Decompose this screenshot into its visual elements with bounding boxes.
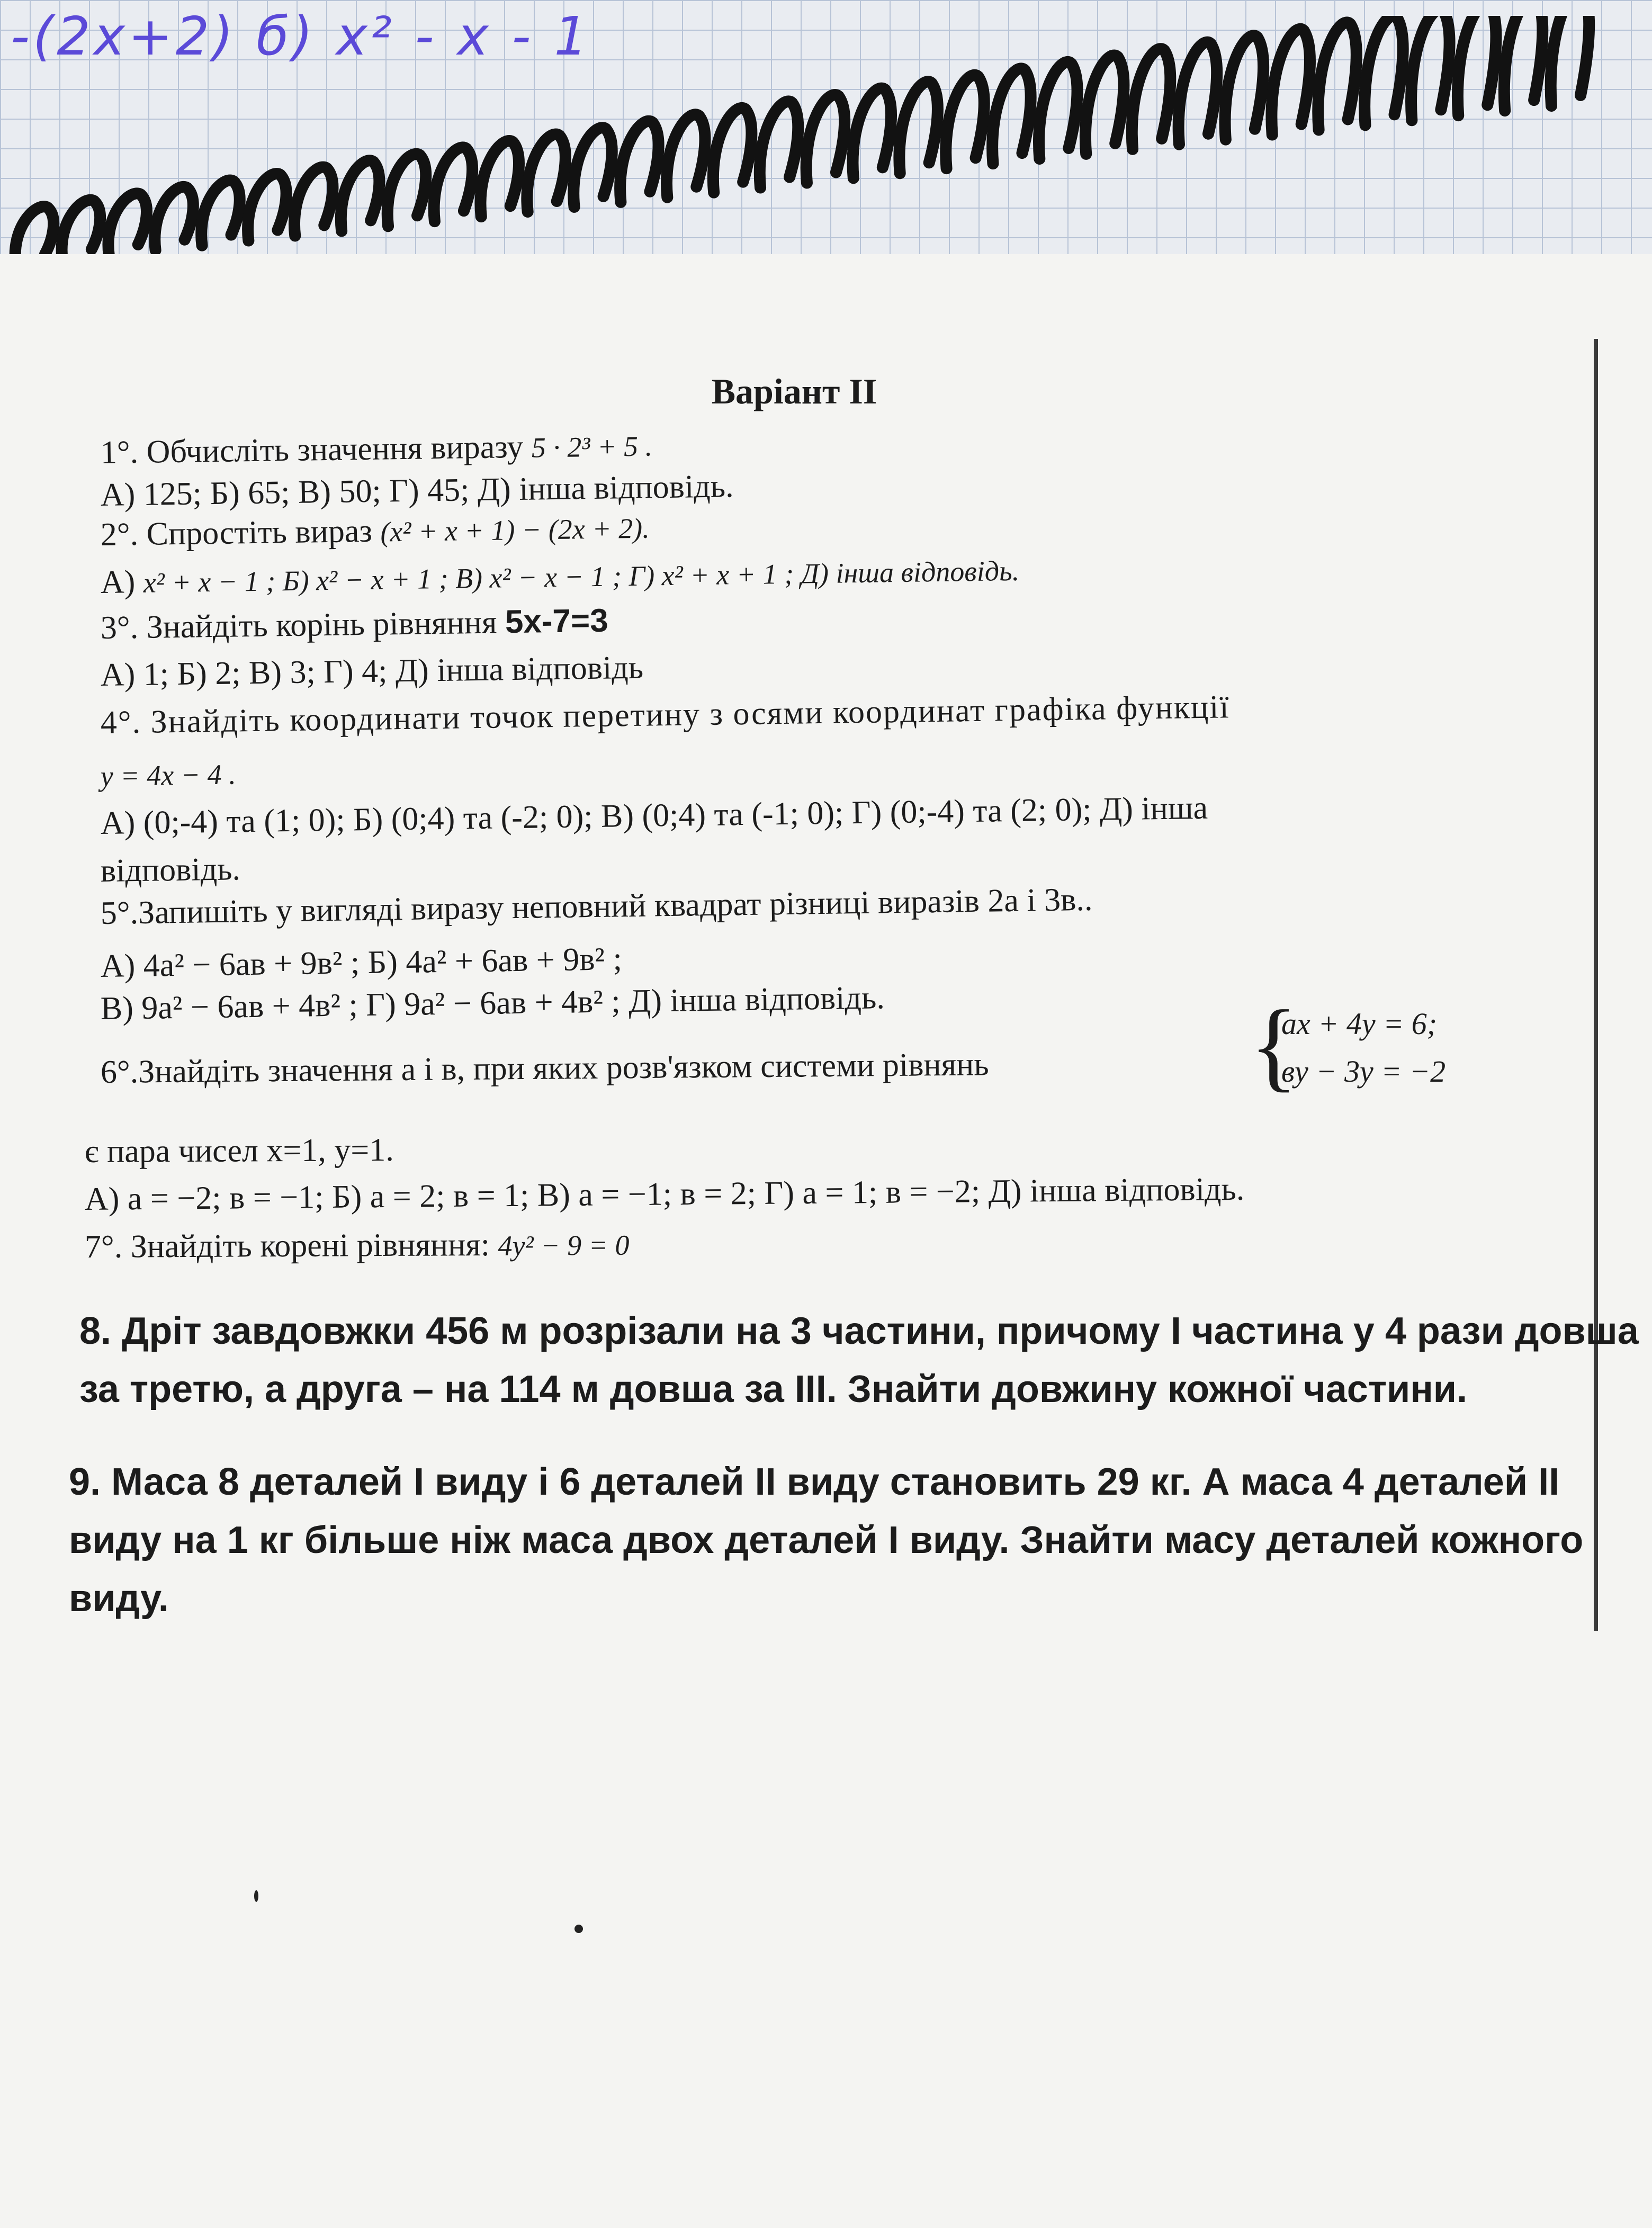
- spiral-coil: [155, 187, 193, 250]
- spiral-coil: [992, 68, 1031, 164]
- question-2-expression: (x² + x + 1) − (2x + 2).: [380, 512, 650, 548]
- question-3-options: А) 1; Б) 2; В) 3; Г) 4; Д) інша відповідь: [100, 649, 644, 693]
- question-6: 6°.Знайдіть значення а і в, при яких розв'язком системи рівнянь: [100, 1046, 989, 1090]
- spiral-coil: [527, 134, 565, 212]
- question-6-options: А) a = −2; в = −1; Б) a = 2; в = 1; В) a = −1; в = 2; Г) a = 1; в = −2; Д) інша відповідь.: [84, 1171, 1245, 1217]
- question-7-label: 7°. Знайдіть корені рівняння:: [84, 1226, 490, 1265]
- spiral-coil: [1179, 42, 1217, 145]
- question-5: 5°.Запишіть у вигляді виразу неповний квадрат різниці виразів 2а і 3в..: [100, 881, 1093, 931]
- paper-speck: [254, 1890, 258, 1902]
- question-1-expression: 5 · 2³ + 5 .: [531, 430, 653, 464]
- question-1-label: 1°. Обчисліть значення виразу: [100, 428, 524, 471]
- question-4: 4°. Знайдіть координати точок перетину з осями координат графіка функції: [100, 689, 1231, 741]
- paper-speck: [574, 1925, 583, 1933]
- spiral-coil: [434, 147, 473, 221]
- spiral-coil: [806, 95, 845, 183]
- problem-8-line-1: 8. Дріт завдовжки 456 м розрізали на 3 частини, причому I частина у 4 рази довша: [79, 1310, 1639, 1352]
- problem-9-line-1: 9. Маса 8 деталей I виду і 6 деталей II виду становить 29 кг. А маса 4 деталей II: [69, 1461, 1560, 1503]
- question-7-equation: 4y² − 9 = 0: [498, 1229, 630, 1262]
- question-5-options-1: А) 4a² − 6aв + 9в² ; Б) 4a² + 6aв + 9в² ;: [100, 941, 623, 984]
- question-2-label: 2°. Спростіть вираз: [100, 513, 373, 553]
- spiral-coil: [853, 88, 892, 178]
- spiral-coil: [201, 180, 240, 245]
- system-equation-1: ax + 4y = 6;: [1281, 1007, 1438, 1041]
- spiral-coil: [573, 128, 612, 207]
- spiral-coil: [760, 101, 798, 187]
- spiral-coil: [294, 167, 333, 236]
- spiral-coil: [1271, 29, 1310, 135]
- question-6-pair: є пара чисел x=1, y=1.: [84, 1131, 394, 1170]
- spiral-coil: [1318, 22, 1357, 130]
- question-1-options: А) 125; Б) 65; В) 50; Г) 45; Д) інша відповідь.: [100, 468, 734, 513]
- spiral-coil: [248, 174, 286, 240]
- question-4-options: А) (0;-4) та (1; 0); Б) (0;4) та (-2; 0); В) (0;4) та (-1; 0); Г) (0;-4) та (2; 0); Д) інша: [100, 789, 1208, 841]
- spiral-coil: [341, 160, 380, 231]
- spiral-coil: [480, 141, 519, 217]
- question-3-label: 3°. Знайдіть корінь рівняння: [100, 604, 497, 646]
- spiral-coil: [1411, 16, 1450, 120]
- spiral-coil: [1551, 16, 1590, 106]
- question-2-options-rest: x² + x − 1 ; Б) x² − x + 1 ; В) x² − x − 1 ; Г) x² + x + 1 ; Д) інша відповідь.: [143, 554, 1020, 599]
- handwritten-note: -(2x+2) б) x² - x - 1: [11, 5, 591, 67]
- spiral-coil: [1085, 56, 1124, 154]
- spiral-coil: [62, 200, 101, 260]
- question-3-equation: 5x-7=3: [505, 602, 609, 641]
- question-4-options-cont: відповідь.: [100, 851, 241, 889]
- spiral-coil: [620, 121, 659, 202]
- spiral-coil: [899, 82, 938, 173]
- question-4-function: y = 4x − 4 .: [100, 758, 237, 792]
- question-2-option-a: А): [100, 564, 136, 600]
- brace-icon: {: [1250, 990, 1298, 1101]
- spiral-coil: [667, 114, 705, 197]
- equation-system: [1250, 990, 1472, 1101]
- spiral-coil: [1504, 16, 1543, 111]
- spiral-coil: [1364, 16, 1403, 125]
- spiral-coil: [713, 108, 752, 193]
- spiral-coil: [1039, 62, 1078, 159]
- spiral-coil: [946, 75, 984, 168]
- spiral-coil: [108, 193, 147, 255]
- page-title: Варіант II: [711, 371, 877, 411]
- spiral-coil: [1458, 16, 1496, 115]
- question-7: [85, 1220, 1557, 1276]
- system-equation-2: вy − 3y = −2: [1281, 1054, 1446, 1089]
- problem-8-line-2: за третю, а друга – на 114 м довша за III. Знайти довжину кожної частини.: [79, 1368, 1468, 1411]
- spiral-coil: [1132, 49, 1171, 149]
- problem-9-line-3: виду.: [69, 1577, 169, 1620]
- question-5-options-2: В) 9a² − 6aв + 4в² ; Г) 9a² − 6aв + 4в² ; Д) інша відповідь.: [100, 980, 885, 1027]
- spiral-coil: [388, 154, 426, 226]
- problem-9-line-2: виду на 1 кг більше ніж маса двох деталей I виду. Знайти масу деталей кожного: [69, 1519, 1584, 1561]
- page-edge: [1594, 339, 1598, 1631]
- spiral-coil: [1225, 35, 1264, 139]
